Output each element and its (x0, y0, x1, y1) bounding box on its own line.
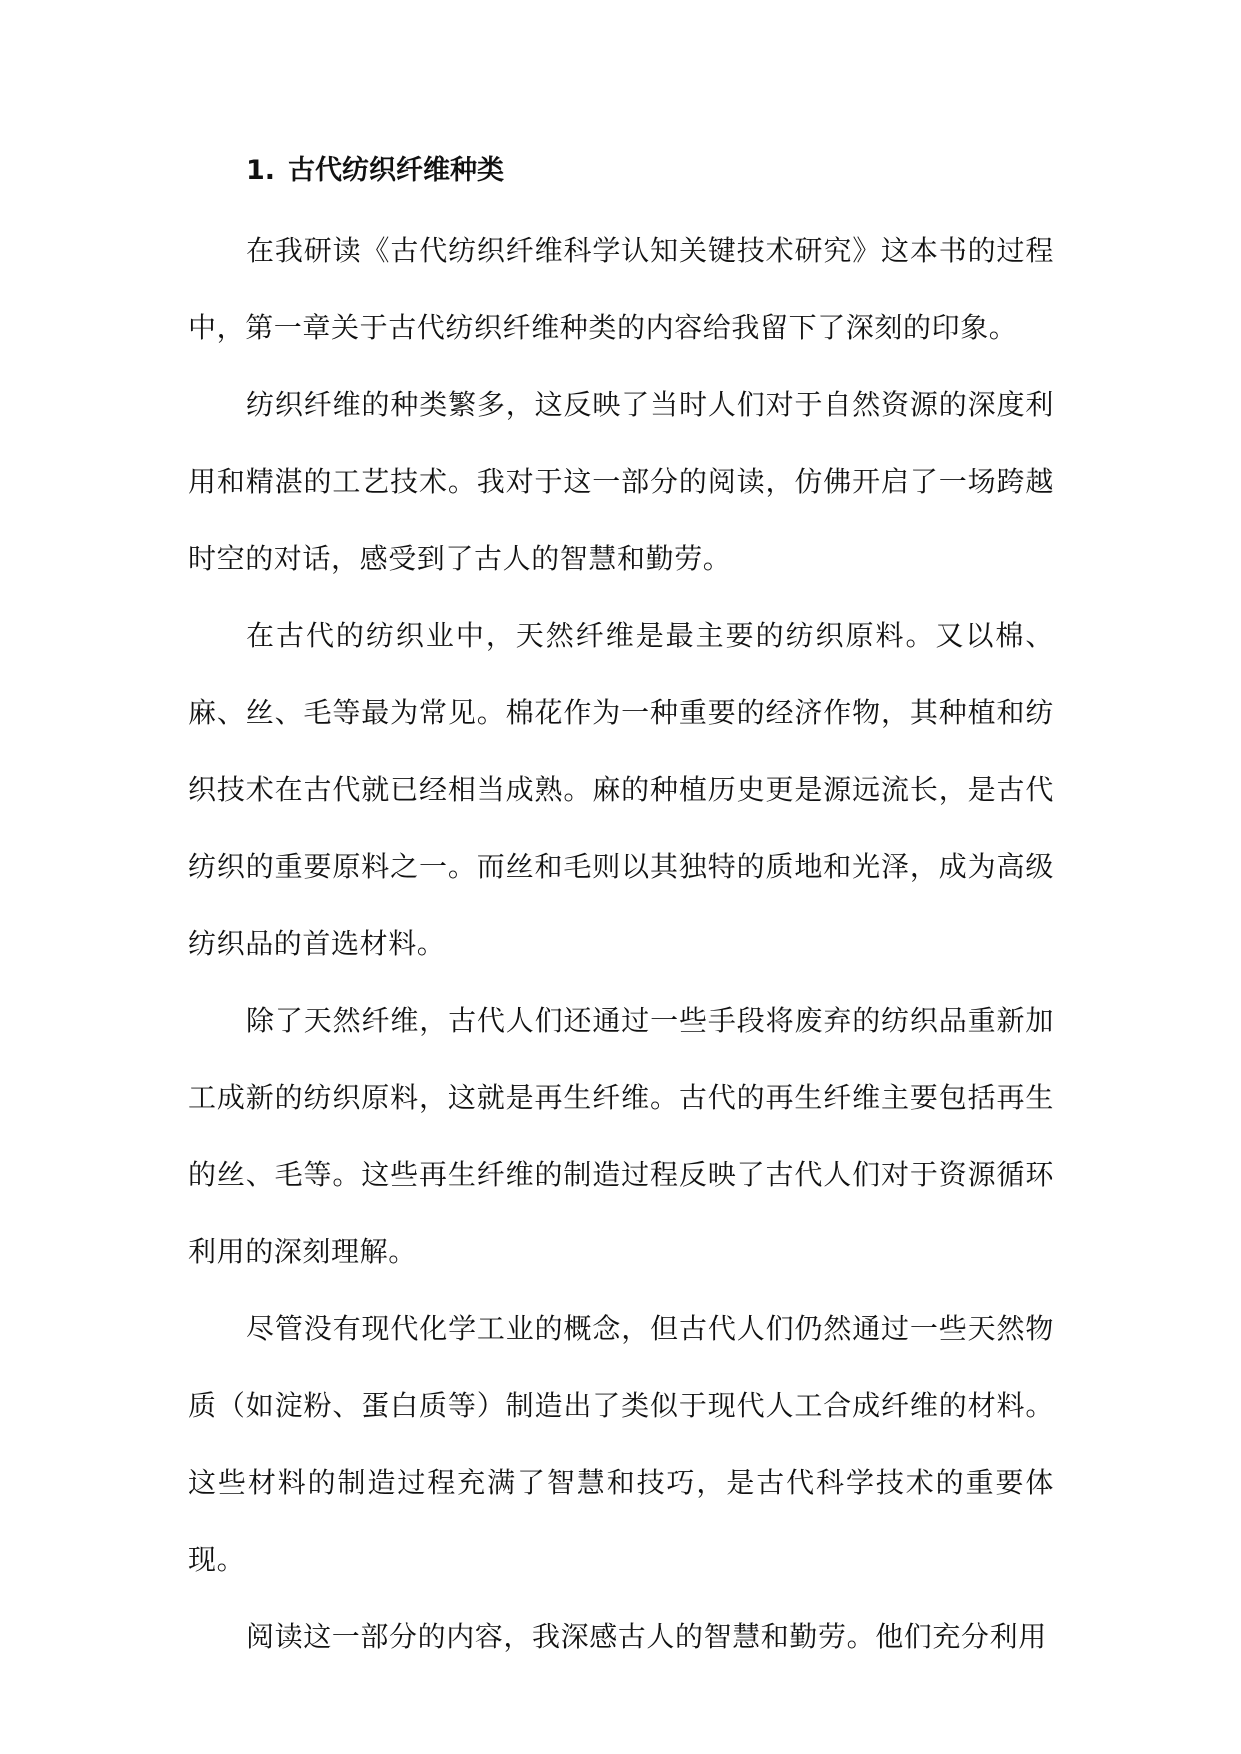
paragraph-6: 阅读这一部分的内容，我深感古人的智慧和勤劳。他们充分利用 (246, 1620, 1047, 1653)
paragraph-3: 在古代的纺织业中，天然纤维是最主要的纺织原料。又以棉、麻、丝、毛等最为常见。棉花作为一种重要的经济作物，其种植和纺织技术在古代就已经相当成熟。麻的种植历史更是源远流长，是古代纺织的重要原料之一。而丝和毛则以其独特的质地和光泽，成为高级纺织品的首选材料。 (188, 619, 1054, 960)
section-title: 古代纺织纤维种类 (288, 155, 504, 186)
paragraph-5: 尽管没有现代化学工业的概念，但古代人们仍然通过一些天然物质（如淀粉、蛋白质等）制造出了类似于现代人工合成纤维的材料。这些材料的制造过程充满了智慧和技巧，是古代科学技术的重要体现。 (188, 1312, 1054, 1576)
section-number: 1. (246, 155, 276, 186)
paragraph-1: 在我研读《古代纺织纤维科学认知关键技术研究》这本书的过程中，第一章关于古代纺织纤维种类的内容给我留下了深刻的印象。 (188, 234, 1054, 344)
section-heading (188, 150, 1054, 192)
document-body (188, 150, 1054, 1675)
paragraph-2: 纺织纤维的种类繁多，这反映了当时人们对于自然资源的深度利用和精湛的工艺技术。我对于这一部分的阅读，仿佛开启了一场跨越时空的对话，感受到了古人的智慧和勤劳。 (188, 388, 1054, 575)
paragraph-4: 除了天然纤维，古代人们还通过一些手段将废弃的纺织品重新加工成新的纺织原料，这就是再生纤维。古代的再生纤维主要包括再生的丝、毛等。这些再生纤维的制造过程反映了古代人们对于资源循环利用的深刻理解。 (188, 1004, 1054, 1268)
